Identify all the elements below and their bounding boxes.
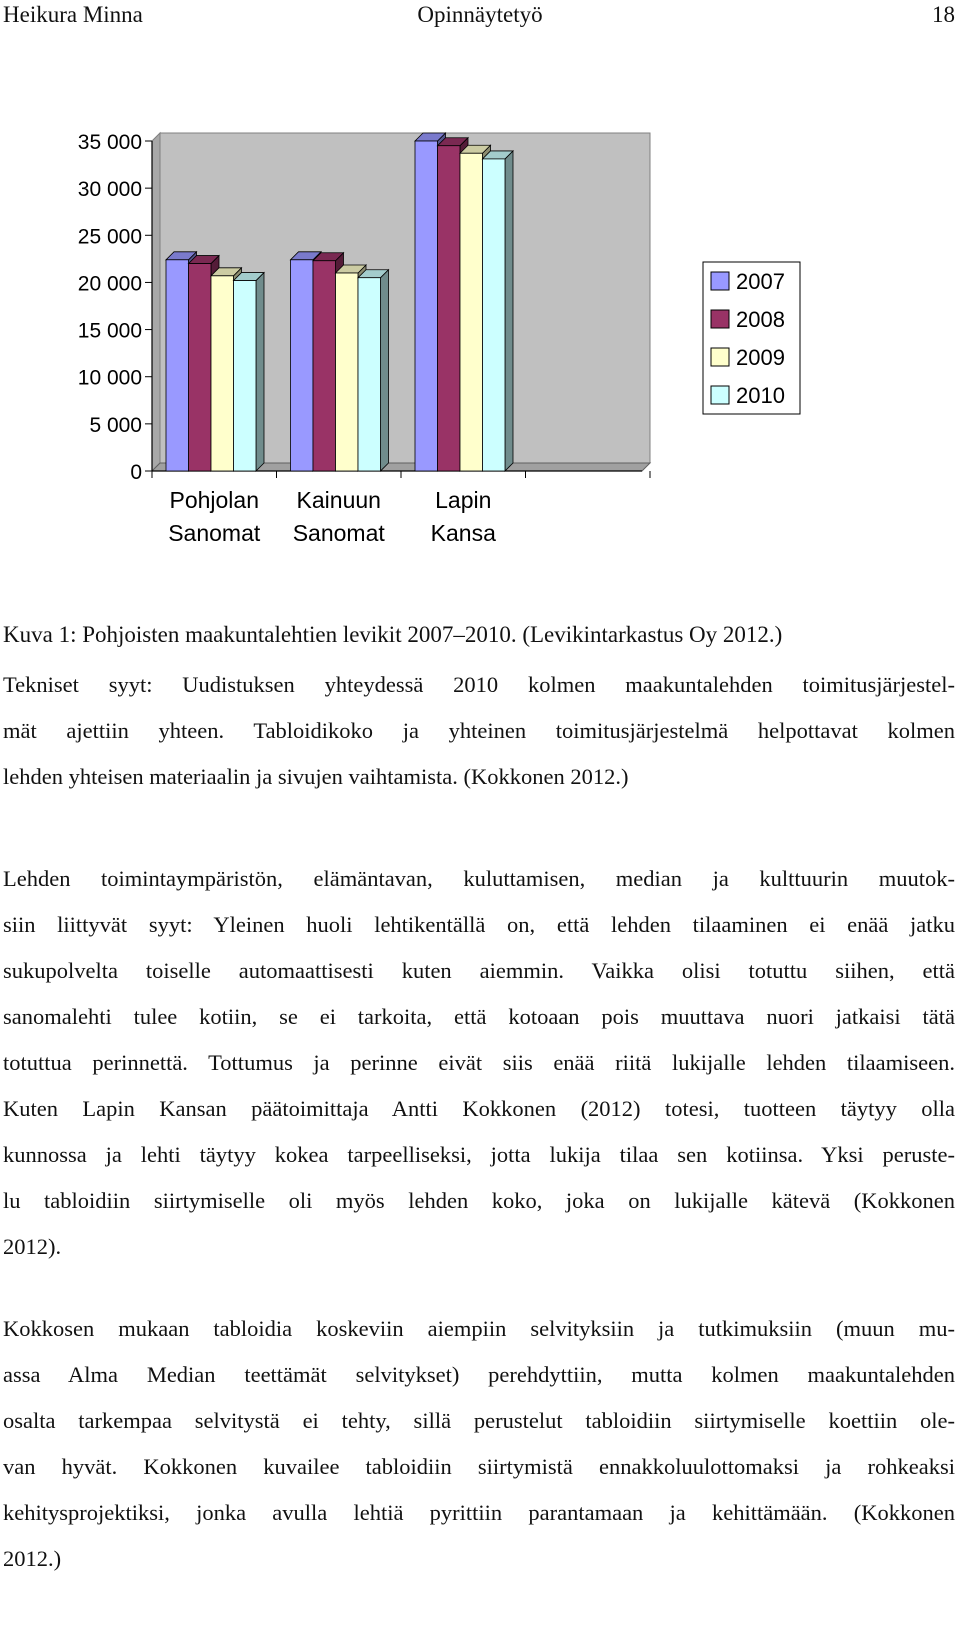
text-line: Kokkosen mukaan tabloidia koskeviin aiempiin selvityksiin ja tutkimuksiin (muun mu- [3,1316,955,1341]
header-page-number: 18 [932,2,955,27]
bar-side [256,273,264,471]
y-tick-label: 25 000 [77,225,142,249]
header-author: Heikura Minna [3,2,143,27]
text-line: lehden yhteisen materiaalin ja sivujen vaihtamista. (Kokkonen 2012.) [3,764,629,789]
y-tick-label: 20 000 [77,272,142,296]
bar-2009 [336,273,359,471]
x-category-label: Lapin [435,487,492,513]
bar-2010 [234,281,257,471]
bar-2009 [211,276,234,471]
y-tick-label: 10 000 [77,366,142,390]
figure-caption: Kuva 1: Pohjoisten maakuntalehtien levikit 2007–2010. (Levikintarkastus Oy 2012.) [3,622,783,647]
chart-side-wall [152,133,160,471]
y-tick-label: 5 000 [89,413,142,437]
y-tick-label: 0 [130,461,142,484]
circulation-bar-chart [0,120,960,560]
legend-label: 2010 [736,383,785,408]
text-line: osalta tarkempaa selvitystä ei tehty, sillä perustelut tabloidiin siirtymiselle koettiin ole- [3,1408,955,1433]
bar-side [505,151,513,471]
header-doc-type: Opinnäytetyö [417,2,543,27]
text-line: Tekniset syyt: Uudistuksen yhteydessä 2010 kolmen maakuntalehden toimitusjärjestel- [3,672,955,697]
bar-2007 [415,141,438,471]
x-category-label: Pohjolan [169,487,260,513]
bar-2010 [358,278,381,471]
legend-swatch [711,348,729,366]
text-line: Kuten Lapin Kansan päätoimittaja Antti Kokkonen (2012) totesi, tuotteen täytyy olla [3,1096,955,1121]
text-line: sanomalehti tulee kotiin, se ei tarkoita, että kotoaan pois muuttava nuori jatkaisi tätä [3,1004,955,1029]
paragraph-environment-reasons [3,856,955,1270]
text-line: assa Alma Median teettämät selvitykset) perehdyttiin, mutta kolmen maakuntalehden [3,1362,955,1387]
bar-2007 [291,260,314,471]
y-tick-label: 15 000 [77,319,142,343]
legend-label: 2008 [736,307,785,332]
paragraph-kokkonen [3,1306,955,1582]
text-line: van hyvät. Kokkonen kuvailee tabloidiin siirtymistä ennakkoluulottomaksi ja rohkeaksi [3,1454,955,1479]
bar-2008 [189,264,212,471]
bar-2009 [460,153,483,471]
legend-swatch [711,310,729,328]
text-line: lu tabloidiin siirtymiselle oli myös lehden koko, joka on lukijalle kätevä (Kokkonen [3,1188,955,1213]
bar-2008 [438,146,461,471]
text-line: kehitysprojektiksi, jonka avulla lehtiä pyrittiin parantamaan ja kehittämään. (Kokkonen [3,1500,955,1525]
bar-2010 [483,159,506,471]
y-tick-label: 35 000 [77,131,142,154]
legend-label: 2007 [736,269,785,294]
page-header [0,0,960,30]
text-line: Lehden toimintaympäristön, elämäntavan, kuluttamisen, median ja kulttuurin muutok- [3,866,955,891]
text-line: siin liittyvät syyt: Yleinen huoli lehtikentällä on, että lehden tilaaminen ei enää jatku [3,912,955,937]
legend-swatch [711,386,729,404]
text-line: 2012.) [3,1546,62,1571]
text-line: sukupolvelta toiselle automaattisesti kuten aiemmin. Vaikka olisi totuttu siihen, että [3,958,955,983]
text-line: mät ajettiin yhteen. Tabloidikoko ja yhteinen toimitusjärjestelmä helpottavat kolmen [3,718,955,743]
x-category-label: Kansa [430,520,496,546]
bar-2008 [313,261,336,471]
text-line: kunnossa ja lehti täytyy kokea tarpeelliseksi, jotta lukija tilaa sen kotiinsa. Yksi peruste- [3,1142,955,1167]
y-tick-label: 30 000 [77,178,142,202]
legend-swatch [711,272,729,290]
x-category-label: Sanomat [168,520,261,546]
text-line: 2012). [3,1234,62,1259]
text-line: totuttua perinnettä. Tottumus ja perinne eivät siis enää riitä lukijalle lehden tilaamiseen. [3,1050,955,1075]
bar-2007 [166,260,189,471]
paragraph-technical-reasons [3,662,955,800]
bar-side [381,270,389,471]
x-category-label: Sanomat [292,520,385,546]
x-category-label: Kainuun [296,487,381,513]
legend-label: 2009 [736,345,785,370]
